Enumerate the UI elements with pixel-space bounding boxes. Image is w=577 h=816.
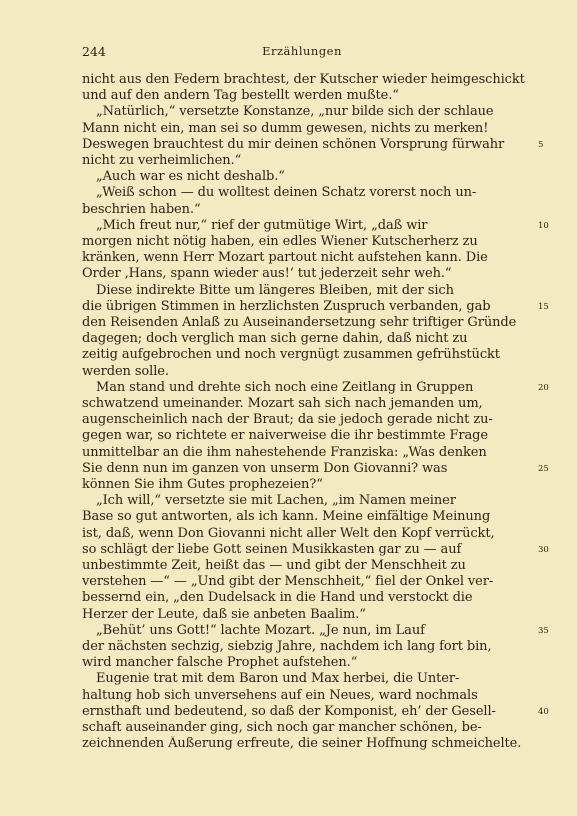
line-number: 5	[538, 139, 544, 150]
text-line: „Natürlich,“ versetzte Konstanze, „nur bilde sich der schlaue	[96, 104, 494, 120]
text-line: gegen war, so richtete er naiverweise die ihr bestimmte Frage	[82, 428, 488, 444]
text-line: beschrien haben.“	[82, 201, 201, 217]
text-line: augenscheinlich nach der Braut; da sie jedoch gerade nicht zu-	[82, 412, 493, 428]
text-line: Man stand und drehte sich noch eine Zeitlang in Gruppen	[96, 379, 474, 395]
line-number: 20	[538, 382, 549, 393]
text-line: „Behüt’ uns Gott!“ lachte Mozart. „Je nun, im Lauf	[96, 622, 425, 638]
text-line: Mann nicht ein, man sei so dumm gewesen, nichts zu merken!	[82, 120, 489, 136]
text-line: ernsthaft und bedeutend, so daß der Komponist, eh’ der Gesell-	[82, 703, 496, 719]
text-line: „Auch war es nicht deshalb.“	[96, 169, 285, 185]
line-number: 40	[538, 706, 549, 717]
text-line: so schlägt der liebe Gott seinen Musikkasten gar zu — auf	[82, 541, 462, 557]
line-number: 35	[538, 625, 549, 636]
text-line: unmittelbar an die ihm nahestehende Franziska: „Was denken	[82, 444, 487, 460]
text-line: Deswegen brauchtest du mir deinen schönen Vorsprung fürwahr	[82, 136, 505, 152]
text-line: haltung hob sich unversehens auf ein Neues, ward nochmals	[82, 687, 478, 703]
page-number: 244	[82, 44, 106, 59]
text-line: den Reisenden Anlaß zu Auseinandersetzung sehr triftiger Gründe	[82, 315, 517, 330]
text-line: „Weiß schon — du wolltest deinen Schatz vorerst noch un-	[96, 185, 477, 201]
text-line: „Ich will,“ versetzte sie mit Lachen, „im Namen meiner	[96, 493, 456, 509]
line-number: 30	[538, 544, 549, 555]
text-line: „Mich freut nur,“ rief der gutmütige Wirt, „daß wir	[96, 217, 428, 233]
line-number: 15	[538, 301, 549, 312]
text-line: nicht zu verheimlichen.“	[82, 153, 242, 168]
text-line: Sie denn nun im ganzen von unserm Don Giovanni? was	[82, 460, 448, 476]
page-header	[82, 44, 522, 62]
text-line: kränken, wenn Herr Mozart partout nicht aufstehen kann. Die	[82, 250, 488, 266]
text-line: schwatzend umeinander. Mozart sah sich nach jemanden um,	[82, 396, 483, 411]
text-line: Diese indirekte Bitte um längeres Bleiben, mit der sich	[96, 282, 454, 298]
line-number: 25	[538, 463, 549, 474]
text-line: zeichnenden Äußerung erfreute, die seiner Hoffnung schmeichelte.	[82, 736, 522, 752]
text-line: können Sie ihm Gutes prophezeien?“	[82, 477, 323, 492]
text-line: Herzer der Leute, daß sie anbeten Baalim.“	[82, 606, 366, 622]
text-line: unbestimmte Zeit, heißt das — und gibt der Menschheit zu	[82, 558, 466, 573]
text-line: der nächsten sechzig, siebzig Jahre, nachdem ich lang fort bin,	[82, 639, 492, 654]
text-line: und auf den andern Tag bestellt werden mußte.“	[82, 88, 399, 104]
text-line: die übrigen Stimmen in herzlichsten Zuspruch verbanden, gab	[82, 298, 491, 314]
text-line: zeitig aufgebrochen und noch vergnügt zusammen gefrühstückt	[82, 347, 500, 363]
text-line: nicht aus den Federn brachtest, der Kutscher wieder heimgeschickt	[82, 72, 525, 87]
text-line: Eugenie trat mit dem Baron und Max herbei, die Unter-	[96, 671, 460, 687]
text-line: Base so gut antworten, als ich kann. Meine einfältige Meinung	[82, 509, 491, 525]
text-line: verstehen —“ — „Und gibt der Menschheit,“ fiel der Onkel ver-	[82, 574, 494, 590]
text-line: morgen nicht nötig haben, ein edles Wiener Kutscherherz zu	[82, 234, 478, 249]
running-title: Erzählungen	[262, 44, 342, 58]
text-line: bessernd ein, „den Dudelsack in die Hand und verstockt die	[82, 590, 473, 606]
line-number: 10	[538, 220, 549, 231]
text-line: wird mancher falsche Prophet aufstehen.“	[82, 655, 358, 671]
text-line: dagegen; doch verglich man sich gerne dahin, daß nicht zu	[82, 331, 468, 347]
text-line: ist, daß, wenn Don Giovanni nicht aller Welt den Kopf verrückt,	[82, 525, 495, 541]
text-line: werden solle.	[82, 363, 169, 379]
text-line: schaft auseinander ging, sich noch gar mancher schönen, be-	[82, 720, 482, 735]
text-line: Order ‚Hans, spann wieder aus!‘ tut jederzeit sehr weh.“	[82, 266, 452, 282]
